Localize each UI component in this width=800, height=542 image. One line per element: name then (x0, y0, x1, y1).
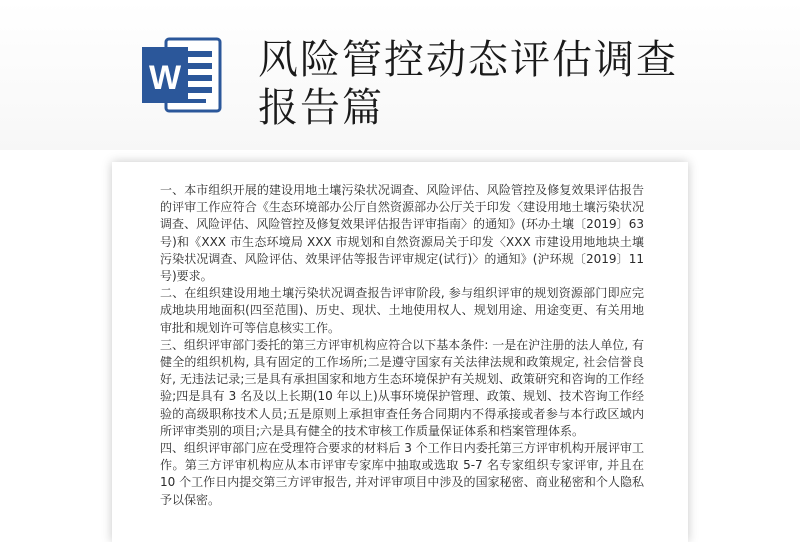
header-banner (0, 0, 800, 150)
paragraph-2: 二、在组织建设用地土壤污染状况调查报告评审阶段, 参与组织评审的规划资源部门即应完成地块用地面积(四至范围)、历史、现状、土地使用权人、规划用途、用途变更、有关用地审批和规划许可等信息核实工作。 (160, 286, 644, 335)
word-icon-letter: W (148, 59, 182, 97)
paragraph-4: 四、组织评审部门应在受理符合要求的材料后 3 个工作日内委托第三方评审机构开展评审工作。第三方评审机构应从本市评审专家库中抽取或选取 5-7 名专家组织专家评审, 并且在 10 个工作日内提交第三方评审报告, 并对评审项目中涉及的国家秘密、商业秘密和个人隐私予以保密。 (160, 441, 644, 507)
word-document-icon (140, 35, 222, 115)
paragraph-1: 一、本市组织开展的建设用地土壤污染状况调查、风险评估、风险管控及修复效果评估报告的评审工作应符合《生态环境部办公厅自然资源部办公厅关于印发〈建设用地土壤污染状况调查、风险评估、风险管控及修复效果评估报告评审指南〉的通知》(环办土壤〔2019〕63号)和《XXX 市生态环境局 XXX 市规划和自然资源局关于印发〈XXX 市建设用地地块土壤污染状况调查、风险评估、效果评估等报告评审规定(试行)〉的通知》(沪环规〔2019〕11 号)要求。 (160, 183, 644, 284)
paragraph-3: 三、组织评审部门委托的第三方评审机构应符合以下基本条件: 一是在沪注册的法人单位, 有健全的组织机构, 具有固定的工作场所;二是遵守国家有关法律法规和政策规定, 社会信誉良好, 无违法记录;三是具有承担国家和地方生态环境保护有关规划、政策研究和咨询的工作经验;四是具有 3 名及以上长期(10 年以上)从事环境保护管理、政策、规划、技术咨询工作经验的高级职称技术人员;五是原则上承担审查任务合同期内不得承接或者参与本行政区域内所评审类别的项目;六是具有健全的技术审核工作质量保证体系和档案管理体系。 (160, 337, 644, 438)
document-body (160, 182, 644, 509)
document-page (112, 162, 688, 542)
page-title: 风险管控动态评估调查报告篇 (258, 37, 678, 131)
